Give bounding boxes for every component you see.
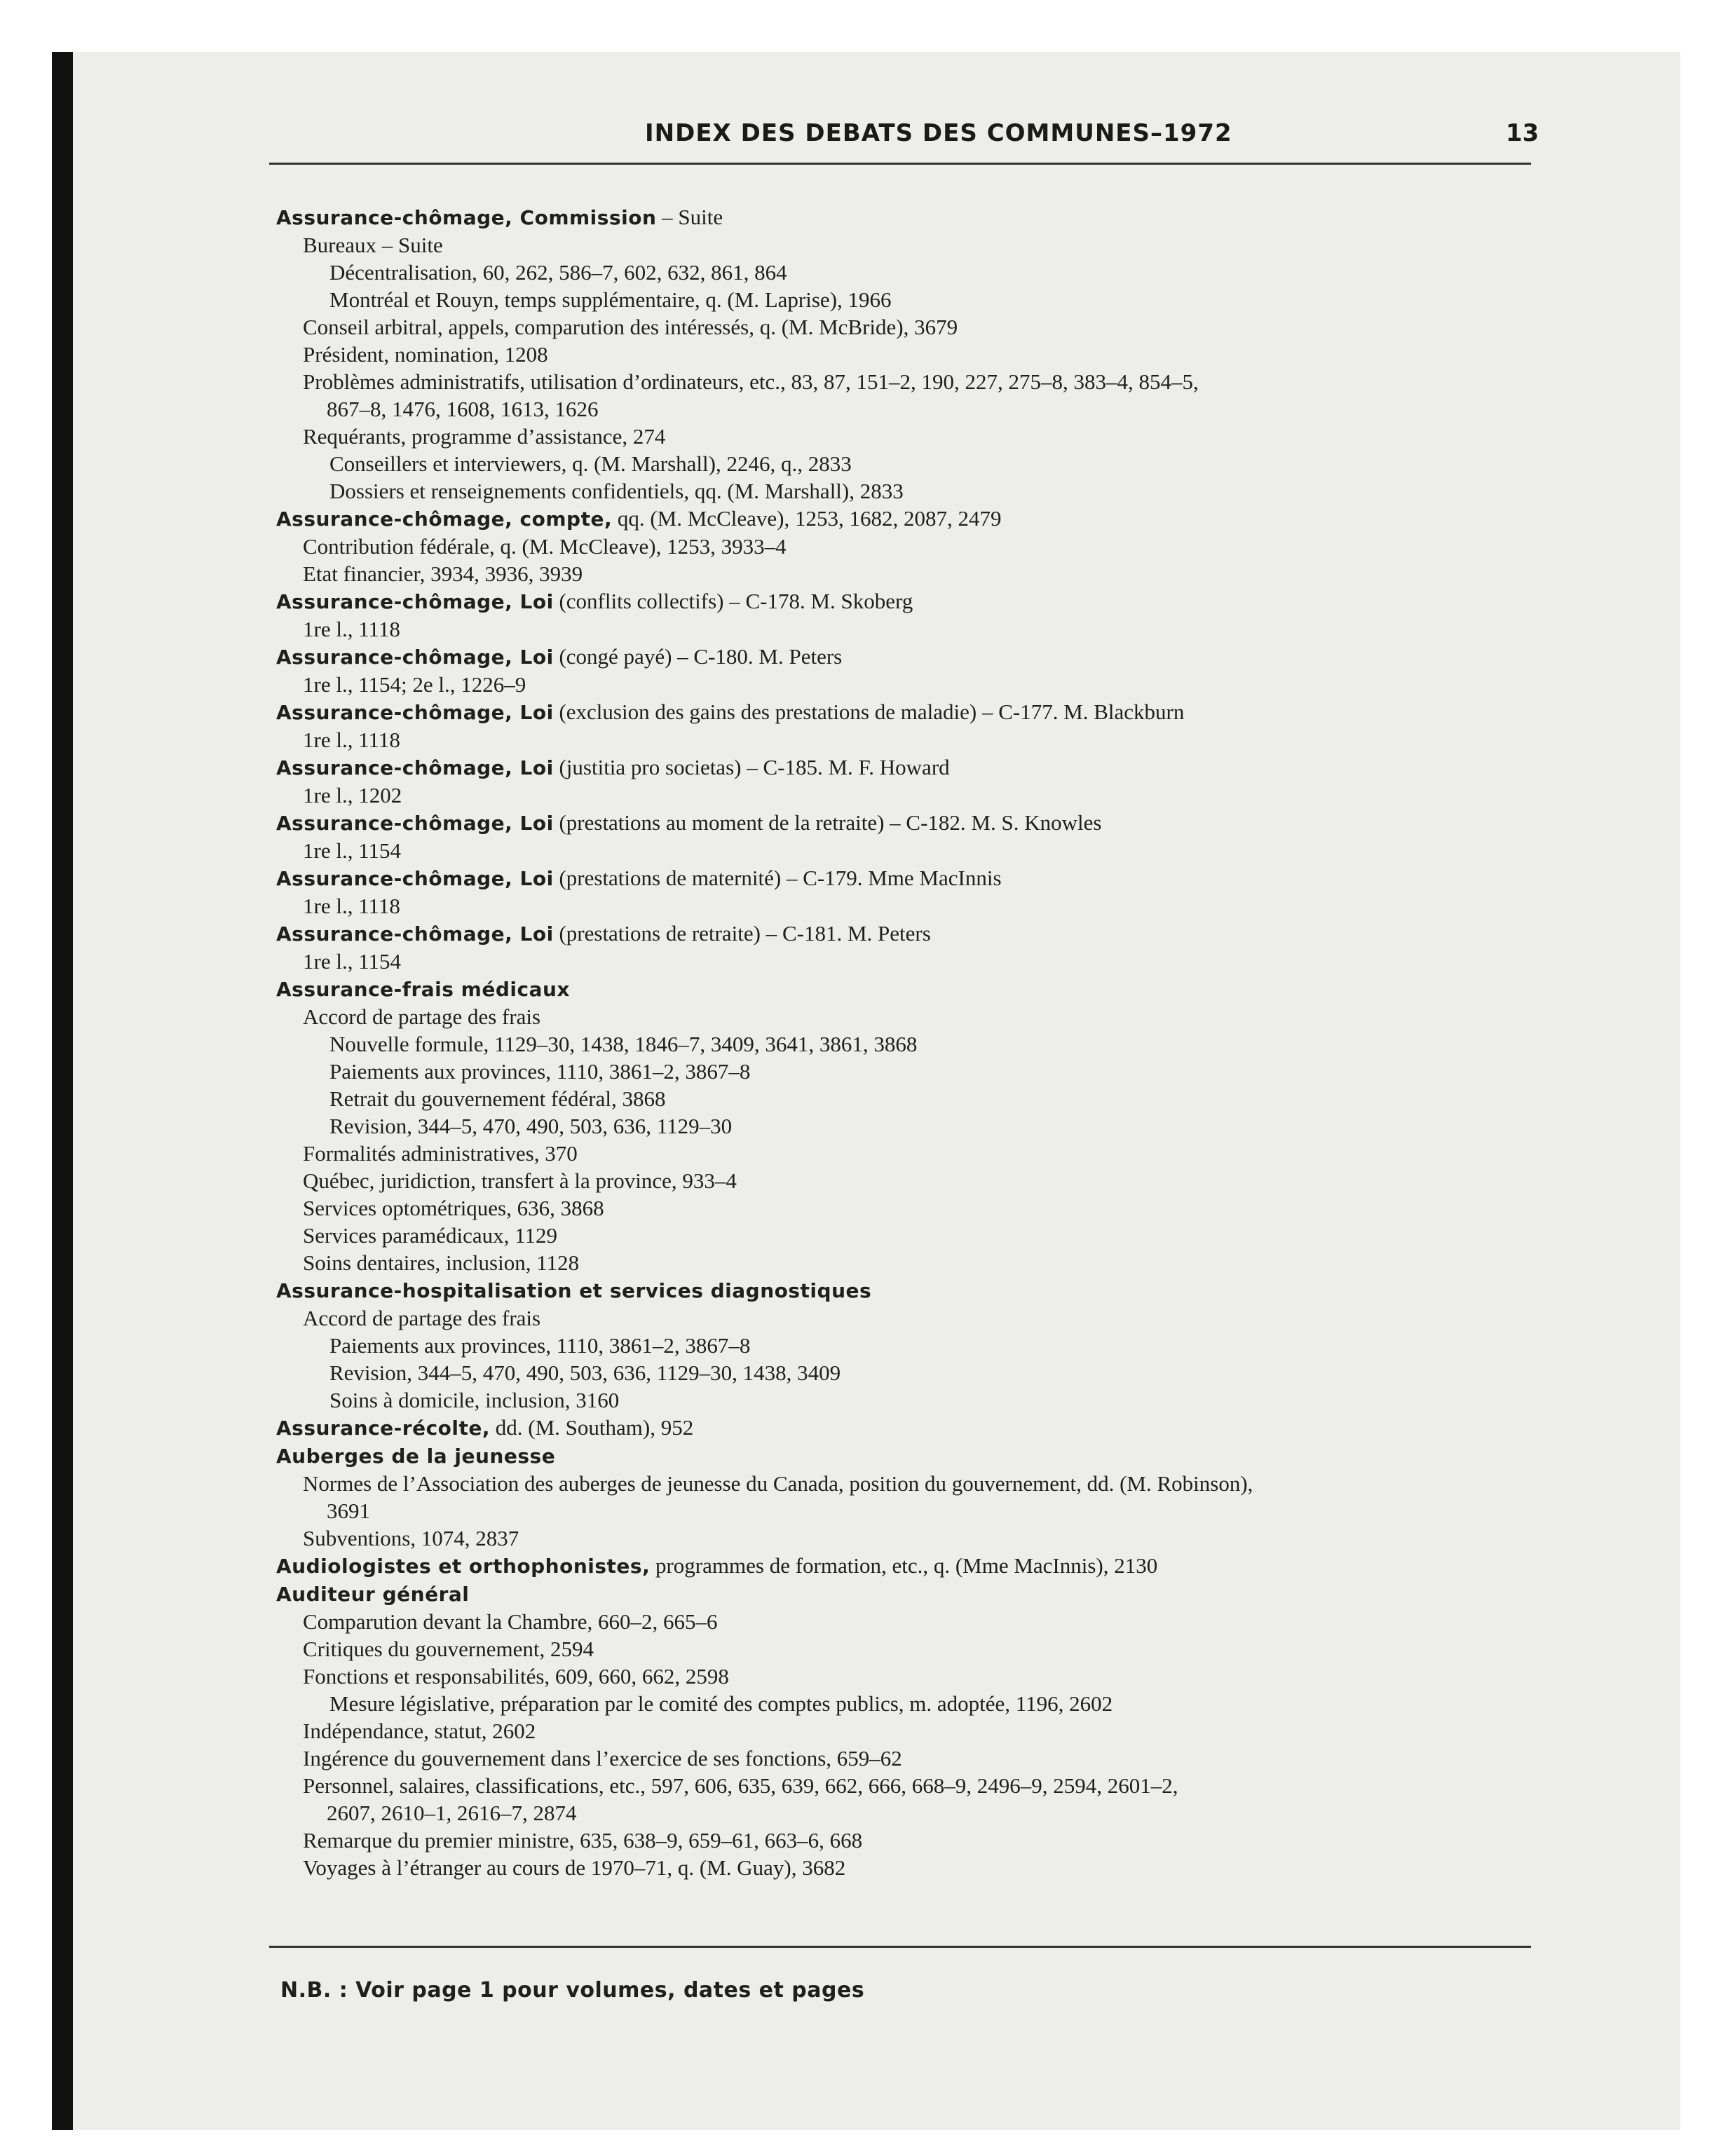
index-entry [276,477,1573,505]
entry-text: Fonctions et responsabilités, 609, 660, 662, 2598 [303,1664,729,1688]
index-entry [276,1497,1573,1524]
index-entry [276,1167,1573,1194]
entry-text: dd. (M. Southam), 952 [490,1415,694,1440]
entry-text: Formalités administratives, 370 [303,1141,578,1166]
index-entry [276,1745,1573,1772]
entry-text: Accord de partage des frais [303,1306,541,1330]
entry-text: Services optométriques, 636, 3868 [303,1196,604,1220]
entry-text: (exclusion des gains des prestations de maladie) – C-177. M. Blackburn [553,700,1185,724]
entry-text: Requérants, programme d’assistance, 274 [303,424,666,449]
index-entry [276,1386,1573,1414]
entry-text: Voyages à l’étranger au cours de 1970–71, q. (M. Guay), 3682 [303,1855,846,1880]
entry-text: 1re l., 1118 [303,894,400,918]
entry-text: Conseil arbitral, appels, comparution des intéressés, q. (M. McBride), 3679 [303,315,958,339]
entry-text: (prestations de maternité) – C-179. Mme MacInnis [553,866,1002,890]
entry-text: Ingérence du gouvernement dans l’exercice de ses fonctions, 659–62 [303,1746,902,1770]
entry-text: 1re l., 1154 [303,949,402,974]
index-entry [276,286,1573,313]
entry-text: Subventions, 1074, 2837 [303,1526,519,1550]
entry-heading: Assurance-récolte, [276,1417,491,1440]
entry-text: Bureaux – Suite [303,233,443,257]
index-entry [276,1194,1573,1222]
entry-heading: Assurance-chômage, Loi [276,701,554,724]
index-entry [276,892,1573,920]
entry-text: Problèmes administratifs, utilisation d’ordinateurs, etc., 83, 87, 151–2, 190, 227, 275–8, 383–4, 854–5, [303,369,1199,394]
entry-text: Paiements aux provinces, 1110, 3861–2, 3867–8 [329,1059,751,1084]
entry-text: Etat financier, 3934, 3936, 3939 [303,561,583,586]
entry-heading: Assurance-chômage, Loi [276,756,554,779]
index-entry [276,809,1573,837]
index-entry [276,1717,1573,1745]
entry-heading: Assurance-chômage, Loi [276,812,554,835]
entry-text: 1re l., 1118 [303,617,400,641]
index-entry [276,1635,1573,1663]
entry-text: (justitia pro societas) – C-185. M. F. Howard [553,755,950,779]
index-entry [276,726,1573,753]
entry-heading: Assurance-chômage, Loi [276,922,554,946]
index-entry [276,1690,1573,1717]
entry-text: Revision, 344–5, 470, 490, 503, 636, 1129–30, 1438, 3409 [329,1360,841,1385]
index-entry [276,341,1573,368]
index-entry [276,1112,1573,1140]
entry-text: programmes de formation, etc., q. (Mme MacInnis), 2130 [650,1553,1158,1578]
index-entry [276,1854,1573,1881]
index-entry [276,975,1573,1003]
index-entry [276,1332,1573,1359]
footer-note: N.B. : Voir page 1 pour volumes, dates et pages [280,1978,865,2003]
index-entry [276,1470,1573,1497]
index-entry [276,948,1573,975]
entry-text: Dossiers et renseignements confidentiels, qq. (M. Marshall), 2833 [329,479,904,503]
index-entry [276,1663,1573,1690]
index-entry [276,368,1573,395]
index-entry [276,1058,1573,1085]
entry-heading: Assurance-chômage, Loi [276,646,554,669]
index-entry [276,1799,1573,1827]
index-entry [276,450,1573,477]
index-entry [276,698,1573,726]
index-entry [276,1003,1573,1030]
scan-border [52,52,73,2130]
index-entry [276,203,1573,231]
index-entry [276,505,1573,533]
entry-text: (congé payé) – C-180. M. Peters [553,644,843,669]
index-entry [276,1772,1573,1799]
entry-heading: Audiologistes et orthophonistes, [276,1555,651,1578]
index-entry [276,643,1573,671]
page-header-title: INDEX DES DEBATS DES COMMUNES–1972 [645,119,1232,147]
entry-text: (conflits collectifs) – C-178. M. Skoberg [553,589,913,613]
entry-text: Contribution fédérale, q. (M. McCleave), 1253, 3933–4 [303,534,787,559]
index-entry [276,671,1573,698]
index-entry [276,864,1573,892]
index-entry [276,423,1573,450]
entry-text: Remarque du premier ministre, 635, 638–9, 659–61, 663–6, 668 [303,1828,863,1853]
entry-heading: Assurance-hospitalisation et services diagnostiques [276,1279,872,1302]
entry-text: 1re l., 1118 [303,728,400,752]
entry-text: Paiements aux provinces, 1110, 3861–2, 3867–8 [329,1333,751,1358]
index-entry [276,1442,1573,1470]
index-entry [276,753,1573,782]
entry-text: Normes de l’Association des auberges de jeunesse du Canada, position du gouvernement, dd. (M. Robinson), [303,1471,1253,1496]
entry-heading: Auberges de la jeunesse [276,1445,556,1468]
entry-heading: Assurance-chômage, Loi [276,590,554,613]
entry-text: Président, nomination, 1208 [303,342,548,367]
index-entry [276,1304,1573,1332]
entry-text: 1re l., 1154; 2e l., 1226–9 [303,672,526,697]
entry-heading: Auditeur général [276,1583,470,1606]
index-entry [276,1030,1573,1058]
index-entry [276,587,1573,615]
index-entry [276,1827,1573,1854]
header-divider [269,163,1531,165]
footer-divider [269,1946,1531,1948]
index-entry [276,259,1573,286]
entry-text: 867–8, 1476, 1608, 1613, 1626 [327,397,599,421]
entry-text: Québec, juridiction, transfert à la province, 933–4 [303,1168,737,1193]
index-entry [276,560,1573,587]
entry-heading: Assurance-frais médicaux [276,978,570,1001]
index-entry [276,1085,1573,1112]
index-entry [276,920,1573,948]
index-entry [276,1414,1573,1442]
entry-text: Personnel, salaires, classifications, etc., 597, 606, 635, 639, 662, 666, 668–9, 2496–9, 2594, 2601–2, [303,1773,1178,1798]
entry-text: Indépendance, statut, 2602 [303,1719,536,1743]
entry-text: qq. (M. McCleave), 1253, 1682, 2087, 2479 [612,506,1002,531]
index-entry [276,1140,1573,1167]
entry-text: – Suite [656,205,723,229]
entry-text: Retrait du gouvernement fédéral, 3868 [329,1086,666,1111]
index-entries [276,203,1573,1881]
entry-text: Soins à domicile, inclusion, 3160 [329,1388,620,1412]
entry-text: 1re l., 1202 [303,783,402,807]
index-entry [276,313,1573,341]
entry-text: Critiques du gouvernement, 2594 [303,1637,594,1661]
index-entry [276,837,1573,864]
entry-text: Accord de partage des frais [303,1004,541,1029]
entry-text: 3691 [327,1499,370,1523]
index-entry [276,1249,1573,1276]
entry-text: Conseillers et interviewers, q. (M. Marshall), 2246, q., 2833 [329,451,852,476]
entry-text: Services paramédicaux, 1129 [303,1223,557,1248]
entry-heading: Assurance-chômage, compte, [276,507,613,531]
index-entry [276,1524,1573,1552]
entry-text: Décentralisation, 60, 262, 586–7, 602, 632, 861, 864 [329,260,787,285]
index-entry [276,615,1573,643]
entry-heading: Assurance-chômage, Loi [276,867,554,890]
index-entry [276,1608,1573,1635]
entry-text: 1re l., 1154 [303,838,402,863]
index-entry [276,533,1573,560]
entry-text: Soins dentaires, inclusion, 1128 [303,1250,580,1275]
entry-text: Comparution devant la Chambre, 660–2, 665–6 [303,1609,718,1634]
index-entry [276,1222,1573,1249]
entry-text: (prestations de retraite) – C-181. M. Peters [553,921,931,946]
entry-text: Nouvelle formule, 1129–30, 1438, 1846–7, 3409, 3641, 3861, 3868 [329,1032,918,1056]
index-entry [276,1276,1573,1304]
index-entry [276,1359,1573,1386]
entry-text: Montréal et Rouyn, temps supplémentaire, q. (M. Laprise), 1966 [329,287,892,312]
entry-text: (prestations au moment de la retraite) – C-182. M. S. Knowles [553,810,1102,835]
entry-text: Mesure législative, préparation par le comité des comptes publics, m. adoptée, 1196, 2602 [329,1691,1113,1716]
index-entry [276,231,1573,259]
index-entry [276,1580,1573,1608]
entry-text: 2607, 2610–1, 2616–7, 2874 [327,1801,577,1825]
page-number: 13 [1506,119,1539,147]
index-entry [276,782,1573,809]
index-entry [276,395,1573,423]
entry-heading: Assurance-chômage, Commission [276,206,657,229]
entry-text: Revision, 344–5, 470, 490, 503, 636, 1129–30 [329,1114,733,1138]
index-entry [276,1552,1573,1580]
